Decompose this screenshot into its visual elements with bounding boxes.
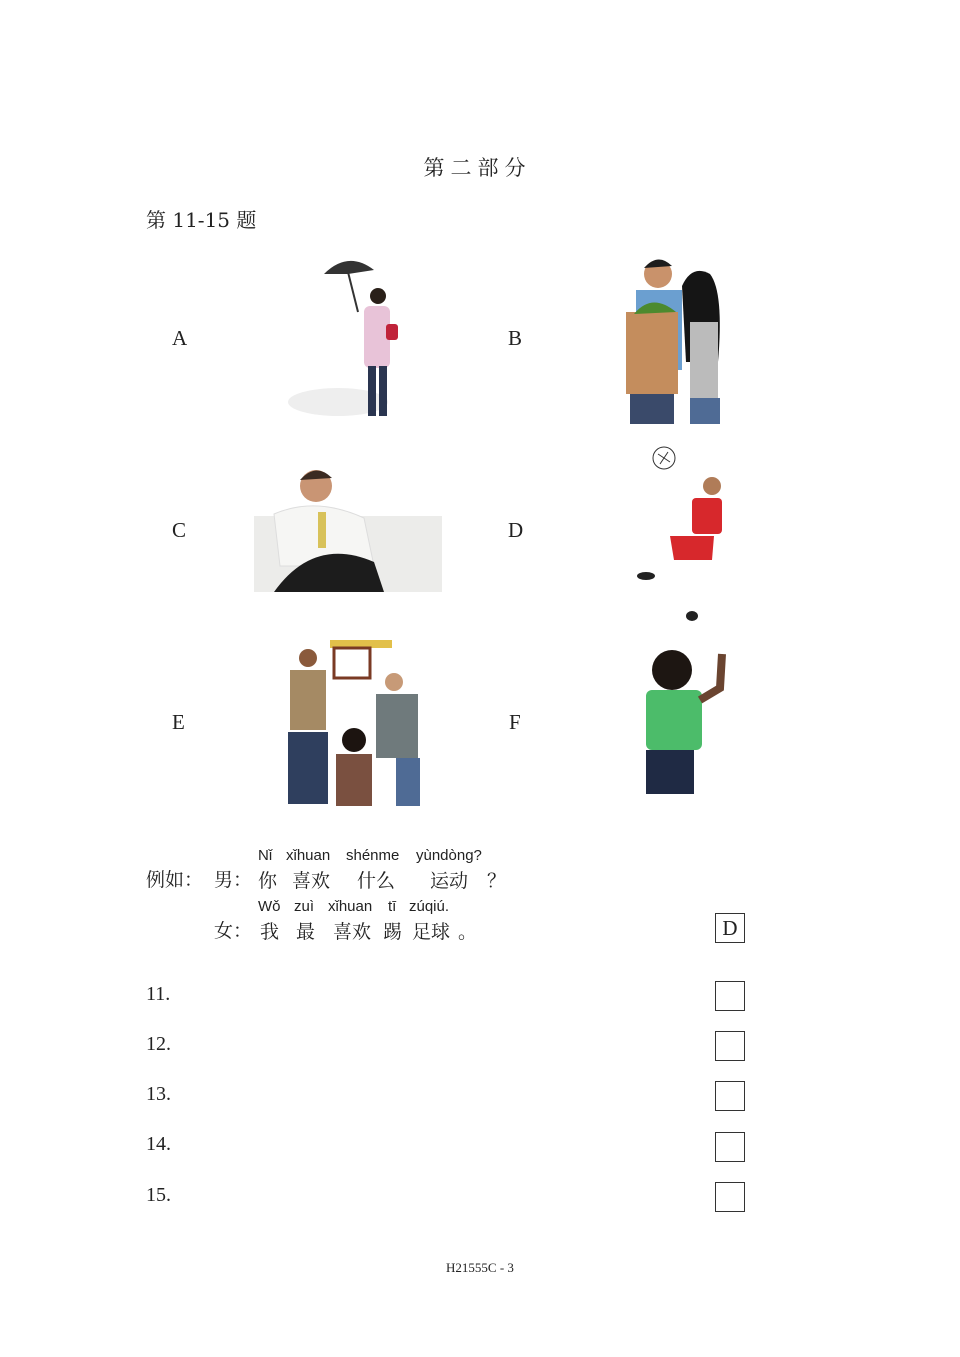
pinyin-word: Wǒ xyxy=(258,898,281,915)
answer-box-12[interactable] xyxy=(715,1031,745,1061)
chinese-word: 足球 xyxy=(412,921,451,943)
answer-box-15[interactable] xyxy=(715,1182,745,1212)
girl-kicking-football-photo xyxy=(634,444,730,626)
option-letter-f: F xyxy=(509,710,521,734)
chinese-word: 喜欢 xyxy=(333,921,372,943)
woman-with-umbrella-photo xyxy=(288,252,410,424)
pinyin-word: yùndòng? xyxy=(416,847,482,864)
option-letter-d: D xyxy=(508,518,524,542)
section-title: 第二部分 xyxy=(423,156,532,180)
option-letter-b: B xyxy=(508,326,523,350)
question-number-14: 14. xyxy=(146,1133,171,1155)
man-label: 男： xyxy=(214,869,253,891)
pinyin-word: zúqiú. xyxy=(409,898,450,915)
option-letter-a: A xyxy=(172,326,188,350)
example-label: 例如： xyxy=(146,869,204,891)
man-on-sofa-photo xyxy=(254,466,442,592)
page-footer: H21555C - 3 xyxy=(446,1260,514,1275)
chinese-word: ？ xyxy=(487,870,507,892)
answer-box-13[interactable] xyxy=(715,1081,745,1111)
question-number-11: 11. xyxy=(146,983,171,1005)
pinyin-word: shénme xyxy=(346,847,400,864)
pinyin-word: Nǐ xyxy=(258,847,273,864)
question-number-13: 13. xyxy=(146,1083,171,1105)
woman-writing-on-wall-photo xyxy=(640,648,730,794)
question-range: 第 11-15 题 xyxy=(146,208,257,232)
answer-box-14[interactable] xyxy=(715,1132,745,1162)
option-letter-e: E xyxy=(172,710,185,734)
chinese-word: 什么 xyxy=(357,870,396,892)
pinyin-word: zuì xyxy=(294,898,315,915)
chinese-word: 我 xyxy=(260,921,280,943)
couple-with-grocery-bag-photo xyxy=(626,252,728,424)
chinese-word: 最 xyxy=(296,921,316,943)
woman-label: 女： xyxy=(214,920,253,942)
question-number-15: 15. xyxy=(146,1184,171,1206)
answer-box-11[interactable] xyxy=(715,981,745,1011)
example-answer-box: D xyxy=(715,913,745,943)
pinyin-word: tī xyxy=(388,898,397,915)
chinese-word: 。 xyxy=(458,921,478,943)
family-hanging-picture-photo xyxy=(278,636,428,806)
option-letter-c: C xyxy=(172,518,187,542)
chinese-word: 你 xyxy=(258,870,278,892)
pinyin-word: xǐhuan xyxy=(328,898,373,915)
chinese-word: 运动 xyxy=(430,870,469,892)
question-number-12: 12. xyxy=(146,1033,171,1055)
chinese-word: 踢 xyxy=(383,921,403,943)
pinyin-word: xǐhuan xyxy=(286,847,331,864)
chinese-word: 喜欢 xyxy=(292,870,331,892)
